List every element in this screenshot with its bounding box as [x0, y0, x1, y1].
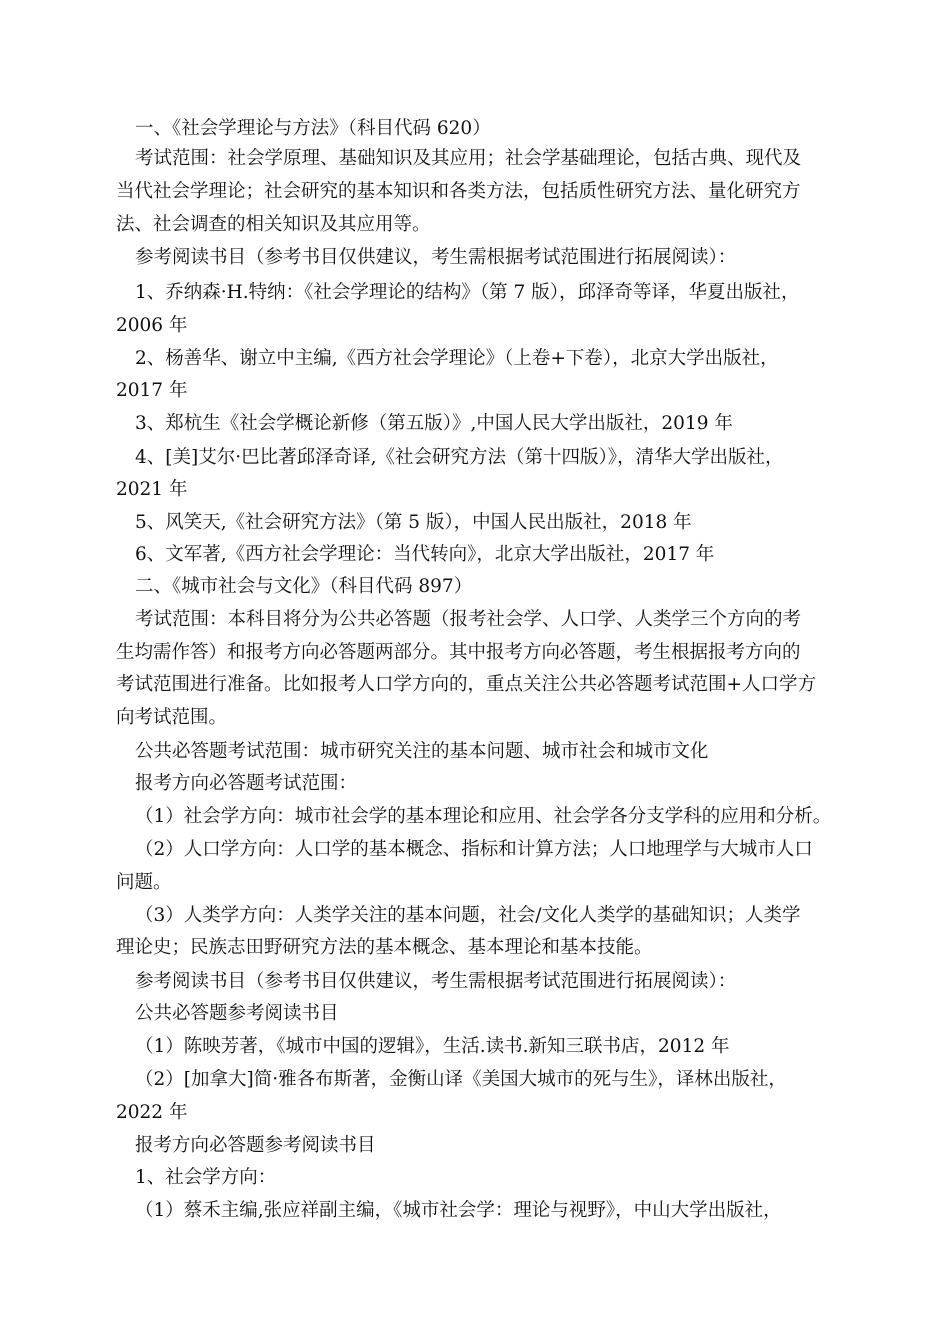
paragraph-line: 参考阅读书目（参考书目仅供建议，考生需根据考试范围进行拓展阅读）： [135, 971, 737, 992]
reference-item: 6、文军著,《西方社会学理论：当代转向》，北京大学出版社，2017 年 [135, 544, 715, 565]
paragraph-line: 当代社会学理论；社会研究的基本知识和各类方法，包括质性研究方法、量化研究方 [116, 181, 801, 202]
reference-item: （2）[加拿大]简·雅各布斯著，金衡山译《美国大城市的死与生》，译林出版社， [135, 1069, 787, 1090]
paragraph-line: 参考阅读书目（参考书目仅供建议，考生需根据考试范围进行拓展阅读）： [135, 247, 737, 268]
paragraph-line: 考试范围进行准备。比如报考人口学方向的，重点关注公共必答题考试范围+人口学方 [116, 674, 817, 695]
paragraph-line: （3）人类学方向：人类学关注的基本问题，社会/文化人类学的基础知识；人类学 [135, 905, 801, 926]
paragraph-line: （2）人口学方向：人口学的基本概念、指标和计算方法；人口地理学与大城市人口 [135, 839, 813, 860]
paragraph-line: 考试范围：本科目将分为公共必答题（报考社会学、人口学、人类学三个方向的考 [135, 609, 802, 630]
section-heading-2: 二、《城市社会与文化》（科目代码 897） [135, 576, 473, 597]
paragraph-line: 问题。 [116, 872, 172, 893]
paragraph-line: 生均需作答）和报考方向必答题两部分。其中报考方向必答题，考生根据报考方向的 [116, 642, 801, 663]
reference-item: 1、乔纳森·H.特纳：《社会学理论的结构》（第 7 版），邱泽奇等译，华夏出版社， [135, 282, 800, 303]
paragraph-line: 向考试范围。 [116, 707, 228, 728]
reference-item-continuation: 2022 年 [116, 1102, 188, 1123]
reference-item-continuation: 2021 年 [116, 479, 188, 500]
reference-item-continuation: 2006 年 [116, 315, 188, 336]
subheading: 1、社会学方向： [135, 1167, 277, 1188]
reference-item-continuation: 2017 年 [116, 380, 188, 401]
reference-item: 5、风笑天,《社会研究方法》（第 5 版），中国人民出版社，2018 年 [135, 512, 692, 533]
paragraph-line: 理论史；民族志田野研究方法的基本概念、基本理论和基本技能。 [116, 937, 653, 958]
paragraph-line: 公共必答题考试范围：城市研究关注的基本问题、城市社会和城市文化 [135, 741, 709, 762]
reference-item: 3、郑杭生《社会学概论新修（第五版）》,中国人民大学出版社，2019 年 [135, 413, 733, 434]
paragraph-line: 报考方向必答题考试范围： [135, 773, 358, 794]
paragraph-line: （1）社会学方向：城市社会学的基本理论和应用、社会学各分支学科的应用和分析。 [135, 806, 832, 827]
paragraph-line: 法、社会调查的相关知识及其应用等。 [116, 214, 431, 235]
reference-item: 2、杨善华、谢立中主编,《西方社会学理论》（上卷+下卷），北京大学出版社， [135, 348, 779, 369]
section-heading-1: 一、《社会学理论与方法》（科目代码 620） [135, 118, 491, 139]
paragraph-line: 考试范围：社会学原理、基础知识及其应用；社会学基础理论，包括古典、现代及 [135, 148, 802, 169]
reference-item: （1）陈映芳著，《城市中国的逻辑》，生活.读书.新知三联书店，2012 年 [135, 1036, 730, 1057]
subheading: 报考方向必答题参考阅读书目 [135, 1135, 376, 1156]
subheading: 公共必答题参考阅读书目 [135, 1003, 339, 1024]
reference-item: （1）蔡禾主编,张应祥副主编，《城市社会学：理论与视野》，中山大学出版社， [135, 1200, 782, 1221]
reference-item: 4、[美]艾尔·巴比著邱泽奇译,《社会研究方法（第十四版）》，清华大学出版社， [135, 447, 784, 468]
